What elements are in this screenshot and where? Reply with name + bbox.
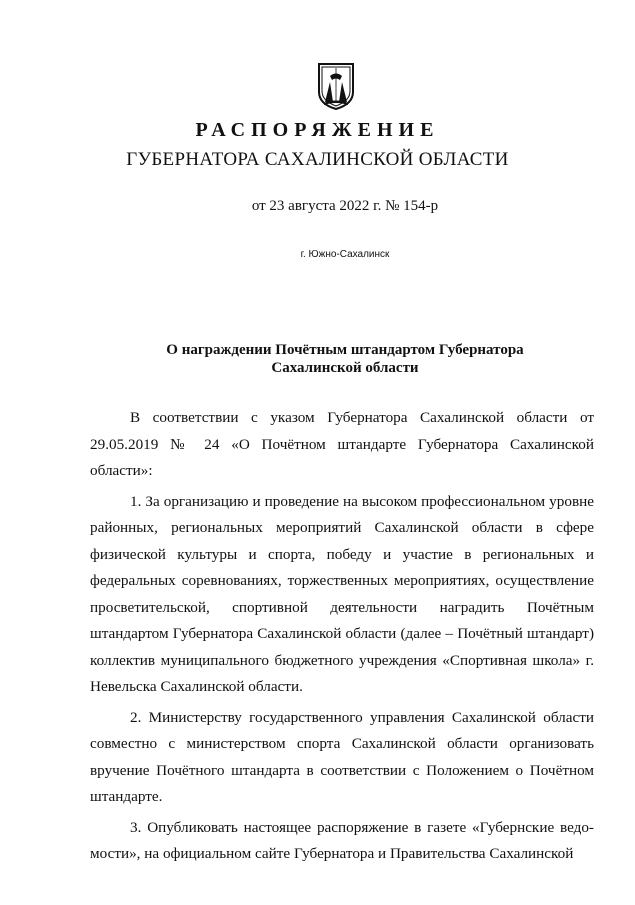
document-city: г. Южно-Сахалинск <box>300 249 390 260</box>
heading-line-1: О награждении Почётным штандартом Губернатора <box>166 342 524 358</box>
document-heading <box>0 341 635 377</box>
document-title: РАСПОРЯЖЕНИЕ <box>195 119 440 141</box>
sakhalin-coat-of-arms-icon <box>316 62 356 110</box>
document-subtitle: ГУБЕРНАТОРА САХАЛИНСКОЙ ОБЛАСТИ <box>126 149 509 170</box>
heading-line-2: Сахалинской области <box>271 360 419 376</box>
paragraph-item-1: 1. За организацию и проведение на высоком профессиональном уровне районных, региональных мероприятий Сахалинской области в сфере физической культуры и спорта, победу и участие в региональных и федеральных соревнованиях, торжественных мероприятиях, осуществление просветительской, спортивной деятельности наградить Почётным штандартом Губернатора Сахалинской области (далее – Почётный штандарт) коллектив муниципального бюджетного учреждения «Спортивная школа» г. Невельска Сахалинской области. <box>90 492 594 695</box>
paragraph-preamble: В соответствии с указом Губернатора Сахалинской области от 29.05.2019 № 24 «О Почётном штандарте Губернатора Сахалинской области»: <box>90 409 594 479</box>
paragraph-item-2: 2. Министерству государственного управления Сахалинской области совместно с министерством спорта Сахалинской области организовать вручение Почётного штандарта в соответствии с Положением о Почётном штандарте. <box>90 708 594 805</box>
paragraph-item-3: 3. Опубликовать настоящее распоряжение в газете «Губернские ведо-мости», на официальном сайте Губернатора и Правительства Сахалинской <box>90 818 594 862</box>
document-body <box>90 405 594 872</box>
document-date-number: от 23 августа 2022 г. № 154-р <box>251 198 439 214</box>
